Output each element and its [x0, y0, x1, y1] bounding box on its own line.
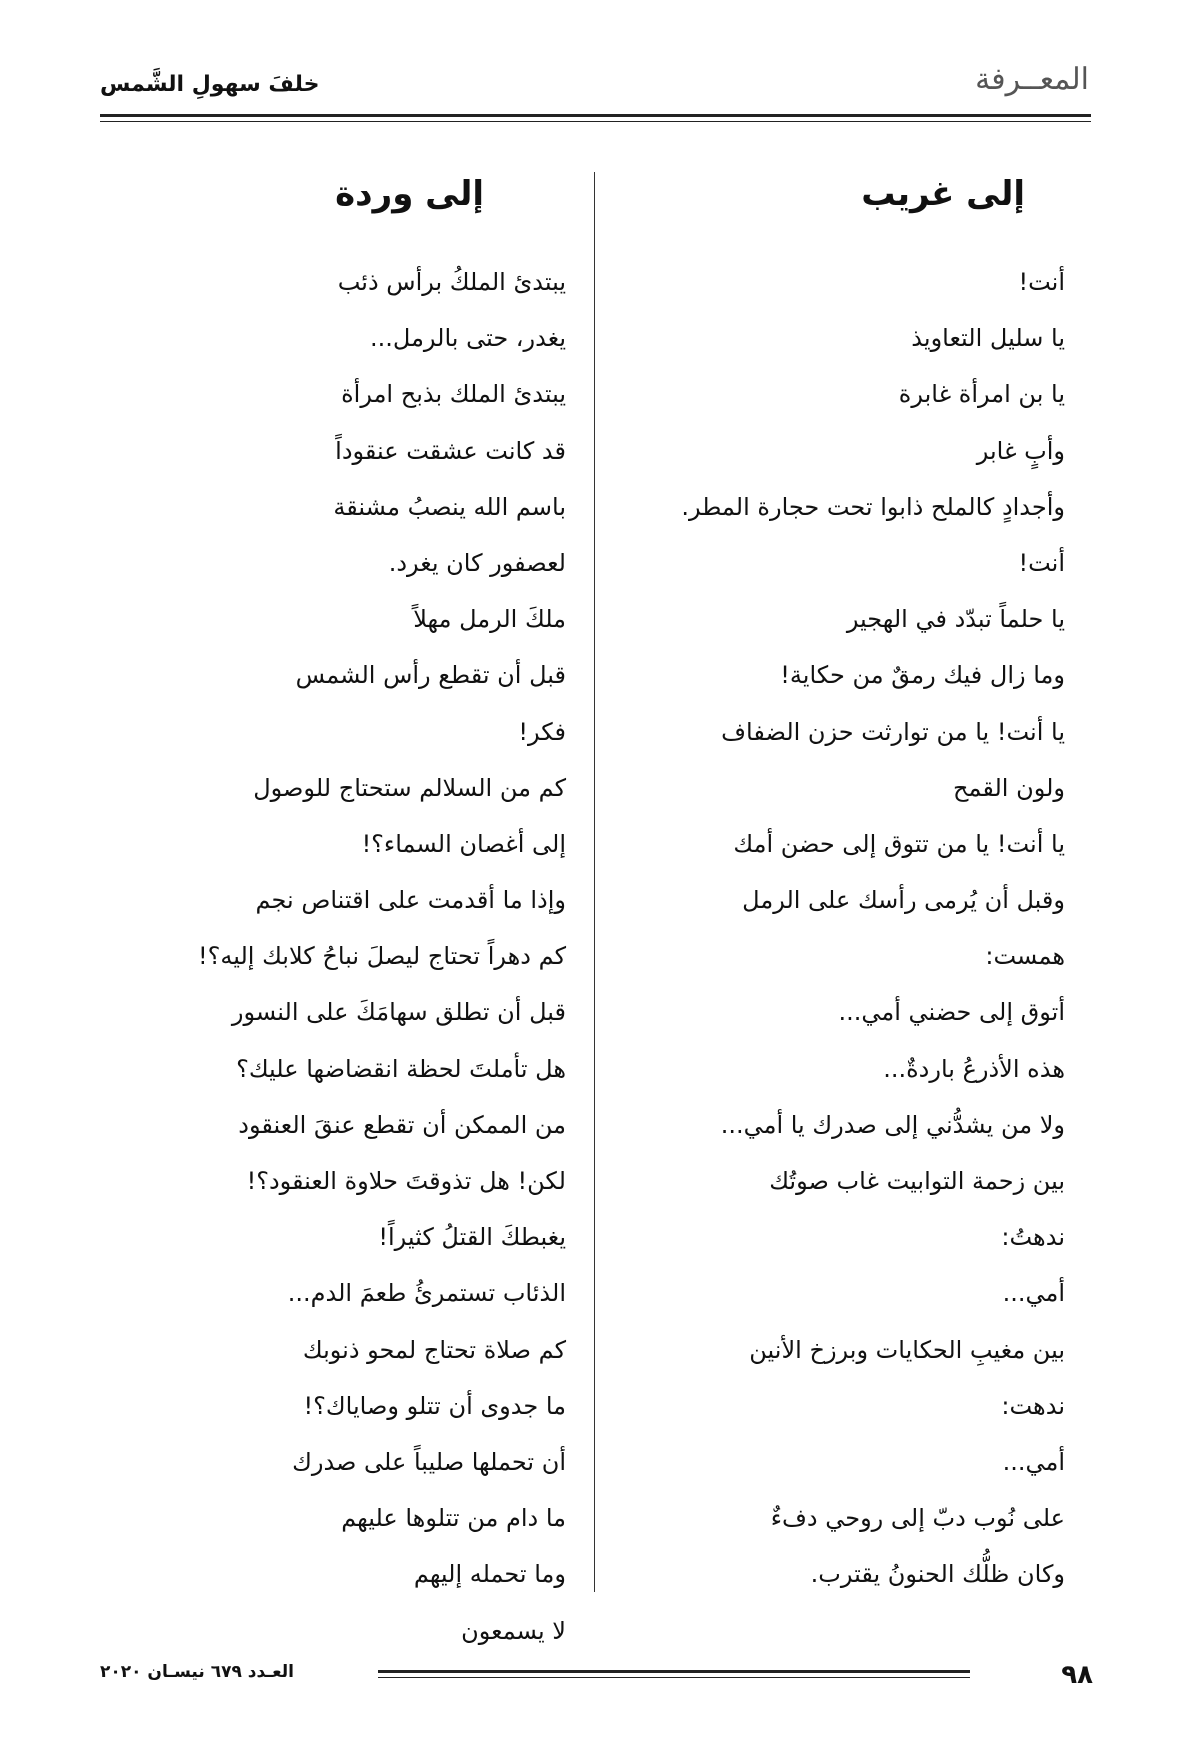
footer-rule — [378, 1670, 970, 1673]
poem-line: يا بن امرأة غابرة — [898, 380, 1065, 409]
poem-line: يبتدئ الملك بذبح امرأة — [341, 380, 566, 409]
poem-line: لكن! هل تذوقتَ حلاوة العنقود؟! — [246, 1167, 566, 1195]
poem-line: أتوق إلى حضني أمي... — [838, 998, 1065, 1027]
poem-line: بين زحمة التوابيت غاب صوتُك — [769, 1167, 1065, 1195]
page-number: ٩٨ — [1061, 1660, 1093, 1690]
poem-line: قبل أن تقطع رأس الشمس — [295, 661, 566, 690]
poem-line: كم صلاة تحتاج لمحو ذنوبك — [302, 1335, 566, 1364]
poem-line: فكر! — [518, 717, 566, 746]
poem-line: أنت! — [1018, 268, 1065, 296]
poem-line: يا أنت! يا من تتوق إلى حضن أمك — [733, 829, 1065, 858]
poem-line: وكان ظلُّك الحنونُ يقترب. — [810, 1560, 1065, 1589]
poem-line: وأبٍ غابر — [976, 436, 1065, 465]
poem-lines — [605, 254, 1065, 1603]
poem-line: الذئاب تستمرئُ طعمَ الدم... — [287, 1279, 566, 1308]
issue-info: العـدد ٦٧٩ نيسـان ٢٠٢٠ — [100, 1662, 294, 1682]
poem-lines — [126, 254, 566, 1659]
poem-line: على نُوب دبّ إلى روحي دفءٌ — [770, 1504, 1065, 1533]
poem-line: قبل أن تطلق سهامَكَ على النسور — [231, 998, 566, 1027]
poem-line: باسم الله ينصبُ مشنقة — [333, 492, 566, 521]
poem-line: يغبطكَ القتلُ كثيراً! — [378, 1223, 566, 1252]
poem-line: وإذا ما أقدمت على اقتناص نجم — [255, 886, 566, 915]
poem-line: يغدر، حتى بالرمل... — [370, 324, 566, 353]
poem-title: إلى غريب — [861, 174, 1025, 214]
poem-column-left — [126, 170, 566, 1659]
poem-line: وما زال فيك رمقٌ من حكاية! — [780, 661, 1065, 690]
page-header — [0, 0, 1181, 140]
running-title: خلفَ سهولِ الشَّمس — [100, 72, 320, 97]
poem-line: لا يسمعون — [461, 1616, 566, 1645]
poem-line: أن تحملها صليباً على صدرك — [292, 1447, 566, 1476]
poem-line: يبتدئ الملكُ برأس ذئب — [337, 268, 566, 296]
poem-line: بين مغيبِ الحكايات وبرزخ الأنين — [749, 1335, 1065, 1364]
poem-line: وأجدادٍ كالملح ذابوا تحت حجارة المطر. — [681, 492, 1065, 521]
poem-line: همست: — [985, 942, 1065, 971]
poem-line: ندهتُ: — [1001, 1223, 1065, 1252]
poem-line: لعصفور كان يغرد. — [388, 548, 566, 577]
column-divider — [594, 172, 595, 1592]
poem-line: من الممكن أن تقطع عنقَ العنقود — [238, 1110, 566, 1139]
poem-line: ما جدوى أن تتلو وصاياك؟! — [303, 1391, 566, 1420]
poem-column-right — [605, 170, 1065, 1603]
poem-title: إلى وردة — [335, 174, 484, 214]
poem-line: وقبل أن يُرمى رأسك على الرمل — [742, 886, 1065, 915]
poem-line: يا سليل التعاويذ — [911, 324, 1065, 353]
poem-line: أمي... — [1002, 1447, 1065, 1476]
poem-line: كم من السلالم ستحتاج للوصول — [253, 773, 566, 802]
poem-line: ندهت: — [1001, 1391, 1065, 1420]
magazine-logo: المعــرفة — [975, 62, 1089, 97]
poem-line: يا حلماً تبدّد في الهجير — [846, 605, 1065, 634]
footer-rule-thin — [378, 1677, 970, 1678]
poem-line: ملكَ الرمل مهلاً — [413, 605, 566, 634]
poem-line: أنت! — [1018, 548, 1065, 577]
poem-line: يا أنت! يا من توارثت حزن الضفاف — [721, 717, 1065, 746]
poem-line: هذه الأذرعُ باردةٌ... — [883, 1054, 1065, 1083]
header-rule-thin — [100, 121, 1091, 122]
poem-line: قد كانت عشقت عنقوداً — [335, 436, 566, 465]
poem-line: هل تأملتَ لحظة انقضاضها عليك؟ — [236, 1054, 566, 1083]
poem-line: ولون القمح — [952, 773, 1065, 802]
poem-line: وما تحمله إليهم — [413, 1560, 566, 1589]
poem-line: أمي... — [1002, 1279, 1065, 1308]
poem-line: كم دهراً تحتاج ليصلَ نباحُ كلابك إليه؟! — [197, 942, 566, 971]
poem-line: ولا من يشدُّني إلى صدرك يا أمي... — [720, 1110, 1065, 1139]
poem-line: إلى أغصان السماء؟! — [361, 829, 566, 858]
poem-line: ما دام من تتلوها عليهم — [341, 1504, 566, 1533]
header-rule — [100, 114, 1091, 117]
